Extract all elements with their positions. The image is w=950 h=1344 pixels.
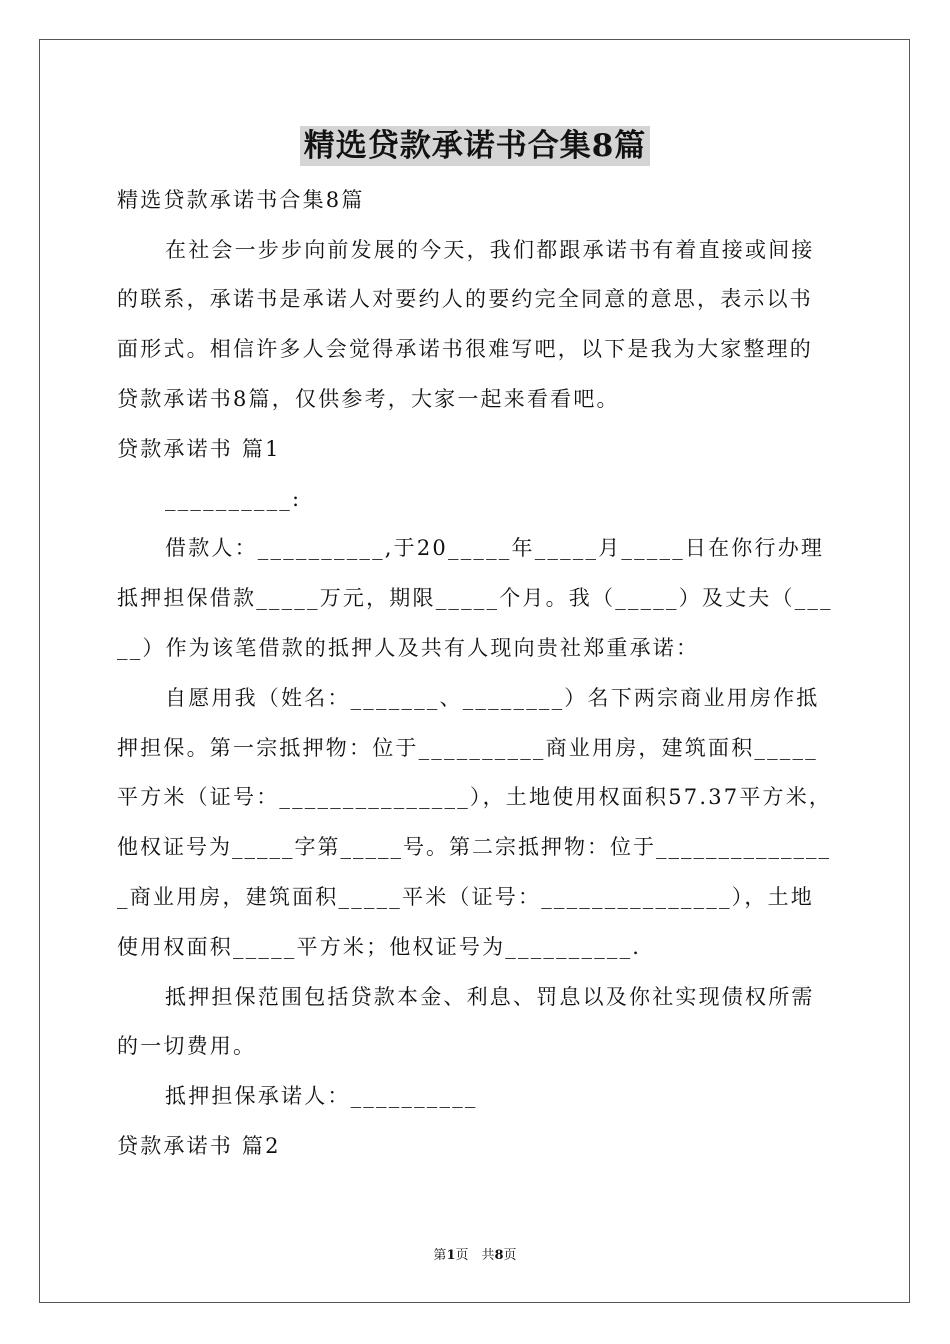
text-line: 平方米（证号：_______________），土地使用权面积57.37平方米， (117, 785, 833, 809)
text-line: 抵押担保范围包括贷款本金、利息、罚息以及你社实现债权所需 (165, 985, 815, 1009)
text-line: 贷款承诺书 篇2 (117, 1134, 281, 1158)
footer-suffix: 页 (503, 1248, 517, 1263)
text-line: __________: (165, 487, 302, 511)
footer-prefix: 第 (433, 1248, 447, 1263)
text-line: 贷款承诺书8篇，仅供参考，大家一起来看看吧。 (117, 387, 620, 411)
text-line: 贷款承诺书 篇1 (117, 437, 281, 461)
document-title-wrap (0, 126, 950, 166)
text-line: 在社会一步步向前发展的今天，我们都跟承诺书有着直接或间接 (165, 238, 815, 262)
footer-current-page: 1 (446, 1248, 456, 1263)
text-line: 的联系，承诺书是承诺人对要约人的要约完全同意的意思，表示以书 (117, 287, 813, 311)
text-line: 的一切费用。 (117, 1034, 257, 1058)
text-line: 使用权面积_____平方米；他权证号为__________. (117, 935, 642, 959)
text-line: 精选贷款承诺书合集8篇 (117, 188, 365, 212)
text-line: 他权证号为_____字第_____号。第二宗抵押物：位于______________ (117, 835, 831, 859)
text-line: 面形式。相信许多人会觉得承诺书很难写吧，以下是我为大家整理的 (117, 337, 813, 361)
text-line: 押担保。第一宗抵押物：位于__________商业用房，建筑面积_____ (117, 736, 818, 760)
text-line: _商业用房，建筑面积_____平米（证号：_______________），土地 (117, 885, 814, 909)
document-title: 精选贷款承诺书合集8篇 (300, 126, 651, 166)
page-border (39, 39, 910, 1303)
footer-total-pages: 8 (494, 1248, 504, 1263)
text-line: __）作为该笔借款的抵押人及共有人现向贵社郑重承诺： (117, 636, 700, 660)
text-line: 抵押担保借款_____万元，期限_____个月。我（_____）及丈夫（___ (117, 586, 833, 610)
text-line: 借款人：__________,于20_____年_____月_____日在你行办理 (165, 536, 825, 560)
page-footer (0, 1248, 950, 1264)
text-line: 自愿用我（姓名：_______、________）名下两宗商业用房作抵 (165, 686, 820, 710)
footer-mid: 页 共 (455, 1248, 495, 1263)
text-line: 抵押担保承诺人：__________ (165, 1084, 478, 1108)
